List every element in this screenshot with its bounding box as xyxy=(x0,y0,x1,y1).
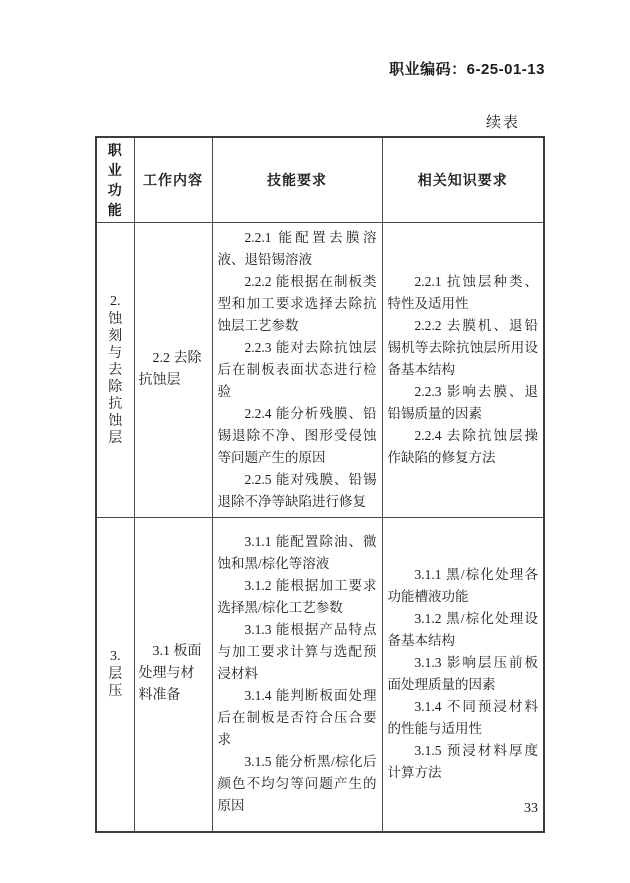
table-row-etching xyxy=(96,223,544,518)
work-content-text: 2.2 去除抗蚀层 xyxy=(138,351,202,388)
knowledge-item: 3.1.1 黑/棕化处理各功能槽液功能 xyxy=(387,567,538,605)
column-header-skill-requirements: 技能要求 xyxy=(212,137,382,223)
column-header-knowledge-requirements: 相关知识要求 xyxy=(382,137,544,223)
knowledge-item: 2.2.1 抗蚀层种类、特性及适用性 xyxy=(387,274,538,311)
knowledge-cell xyxy=(382,223,544,518)
skill-item: 3.1.3 能根据产品特点与加工要求计算与选配预浸材料 xyxy=(217,622,377,682)
knowledge-item: 2.2.2 去膜机、退铅锡机等去除抗蚀层所用设备基本结构 xyxy=(387,318,538,377)
skill-item: 2.2.4 能分析残膜、铅锡退除不净、图形受侵蚀等问题产生的原因 xyxy=(217,406,377,465)
continued-table-label: 续表 xyxy=(485,115,520,131)
skill-item: 2.2.3 能对去除抗蚀层后在制板表面状态进行检验 xyxy=(217,340,377,399)
function-cell xyxy=(96,223,134,518)
occupation-code: 职业编码：6-25-01-13 xyxy=(389,61,545,78)
skill-item: 3.1.5 能分析黑/棕化后颜色不均匀等问题产生的原因 xyxy=(217,754,377,814)
page-number: 33 xyxy=(524,801,538,816)
function-name: 层压 xyxy=(108,667,123,700)
function-name: 蚀刻与去除抗蚀层 xyxy=(108,312,123,446)
occupational-skills-table xyxy=(95,136,545,833)
knowledge-item: 2.2.3 影响去膜、退铅锡质量的因素 xyxy=(387,384,538,421)
skills-cell xyxy=(212,518,382,832)
skill-item: 3.1.1 能配置除油、微蚀和黑/棕化等溶液 xyxy=(217,534,377,572)
work-content-text: 3.1 板面处理与材料准备 xyxy=(138,644,202,704)
knowledge-item: 3.1.2 黑/棕化处理设备基本结构 xyxy=(387,611,538,649)
table-header-row xyxy=(96,137,544,223)
function-number: 2. xyxy=(110,294,121,309)
column-header-work-content: 工作内容 xyxy=(134,137,212,223)
work-content-cell xyxy=(134,223,212,518)
knowledge-cell xyxy=(382,518,544,832)
work-content-cell xyxy=(134,518,212,832)
function-cell xyxy=(96,518,134,832)
skills-cell xyxy=(212,223,382,518)
knowledge-item: 2.2.4 去除抗蚀层操作缺陷的修复方法 xyxy=(387,428,538,465)
skill-item: 3.1.2 能根据加工要求选择黑/棕化工艺参数 xyxy=(217,578,377,616)
skill-item: 2.2.2 能根据在制板类型和加工要求选择去除抗蚀层工艺参数 xyxy=(217,274,377,333)
knowledge-item: 3.1.5 预浸材料厚度计算方法 xyxy=(387,743,538,781)
column-header-job-function: 职业功能 xyxy=(96,137,134,223)
function-number: 3. xyxy=(110,649,121,665)
skill-item: 2.2.5 能对残膜、铅锡退除不净等缺陷进行修复 xyxy=(217,472,377,509)
function-vertical-label xyxy=(107,293,124,447)
table-row-lamination xyxy=(96,518,544,832)
function-vertical-label xyxy=(107,648,124,700)
knowledge-item: 3.1.3 影响层压前板面处理质量的因素 xyxy=(387,655,538,693)
knowledge-item: 3.1.4 不同预浸材料的性能与适用性 xyxy=(387,699,538,737)
skill-item: 3.1.4 能判断板面处理后在制板是否符合压合要求 xyxy=(217,688,377,748)
skill-item: 2.2.1 能配置去膜溶液、退铅锡溶液 xyxy=(217,230,377,267)
